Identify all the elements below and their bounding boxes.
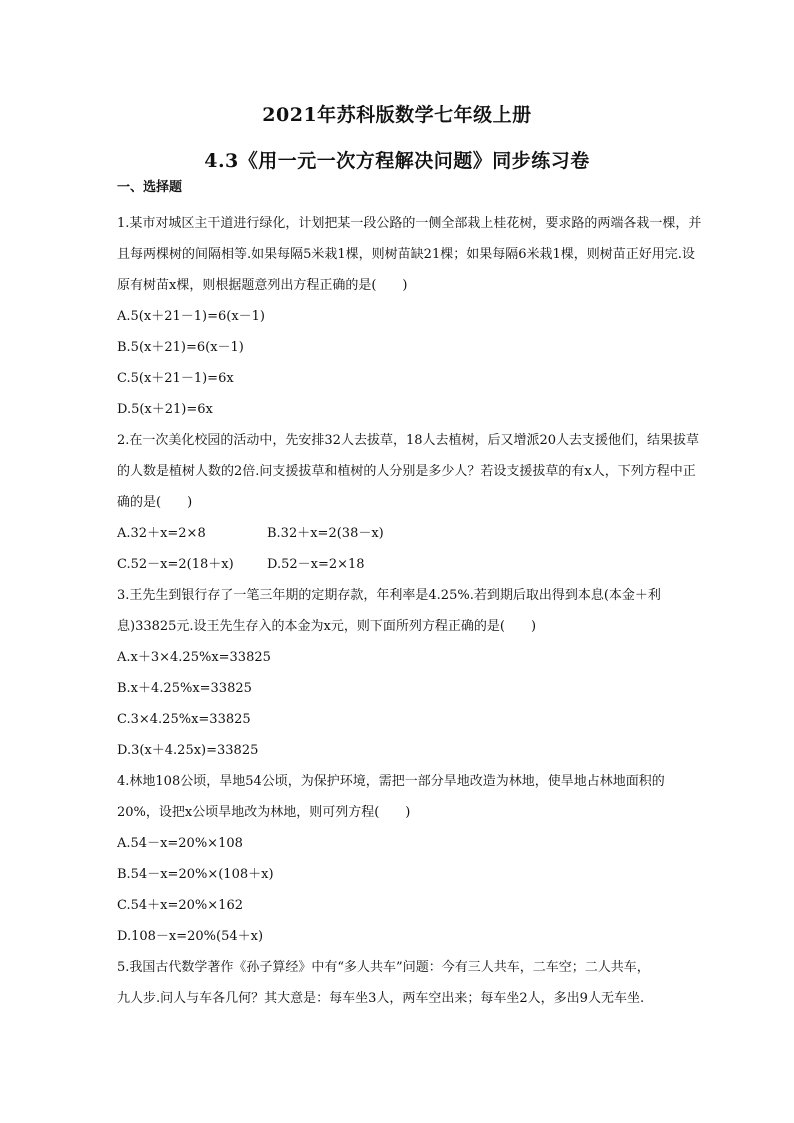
question-1	[117, 208, 702, 425]
question-stem: 3.王先生到银行存了一笔三年期的定期存款，年利率是4.25%.若到期后取出得到本息(本金＋利息)33825元.设王先生存入的本金为x元，则下面所列方程正确的是( )	[117, 588, 661, 634]
option-c: C.3×4.25%x=33825	[117, 712, 251, 727]
question-5	[117, 952, 702, 1014]
question-stem: 4.林地108公顷，旱地54公顷，为保护环境，需把一部分旱地改造为林地，使旱地占林地面积的20%，设把x公顷旱地改为林地，则可列方程( )	[117, 774, 665, 820]
option-b: B.5(x＋21)=6(x－1)	[117, 340, 244, 355]
section-heading: 一、选择题	[117, 180, 183, 195]
question-stem-line: 5.我国古代数学著作《孙子算经》中有“多人共车”问题：今有三人共车，二车空；二人共车，	[117, 960, 650, 975]
document-title: 2021年苏科版数学七年级上册	[262, 104, 532, 126]
option-d: D.3(x＋4.25x)=33825	[117, 743, 259, 758]
document-content	[117, 178, 702, 1014]
option-b: B.32＋x=2(38－x)	[267, 526, 384, 541]
option-d: D.108－x=20%(54＋x)	[117, 929, 264, 944]
option-a: A.32＋x=2×8	[117, 526, 206, 541]
options-row	[117, 549, 702, 580]
options-row	[117, 518, 702, 549]
option-a: A.54－x=20%×108	[117, 836, 243, 851]
option-d: D.5(x＋21)=6x	[117, 402, 213, 417]
question-stem-line: 九人步.问人与车各几何？其大意是：每车坐3人，两车空出来；每车坐2人，多出9人无车坐.	[117, 991, 645, 1006]
question-stem: 2.在一次美化校园的活动中，先安排32人去拔草，18人去植树，后又增派20人去支援他们，结果拔草的人数是植树人数的2倍.问支援拔草和植树的人分别是多少人？若设支援拔草的有x人，下列方程中正确的是( )	[117, 433, 700, 510]
option-c: C.5(x＋21－1)=6x	[117, 371, 234, 386]
question-stem: 1.某市对城区主干道进行绿化，计划把某一段公路的一侧全部栽上桂花树，要求路的两端各栽一棵，并且每两棵树的间隔相等.如果每隔5米栽1棵，则树苗缺21棵；如果每隔6米栽1棵，则树苗正好用完.设原有树苗x棵，则根据题意列出方程正确的是( )	[117, 216, 702, 293]
option-c: C.54＋x=20%×162	[117, 898, 243, 913]
option-b: B.54－x=20%×(108＋x)	[117, 867, 274, 882]
question-2	[117, 425, 702, 580]
document-subtitle: 4.3《用一元一次方程解决问题》同步练习卷	[204, 150, 590, 172]
option-a: A.5(x＋21－1)=6(x－1)	[117, 309, 265, 324]
option-c: C.52－x=2(18＋x)	[117, 557, 234, 572]
option-d: D.52－x=2×18	[267, 557, 365, 572]
question-3	[117, 580, 702, 766]
option-b: B.x＋4.25%x=33825	[117, 681, 252, 696]
question-4	[117, 766, 702, 952]
option-a: A.x＋3×4.25%x=33825	[117, 650, 271, 665]
